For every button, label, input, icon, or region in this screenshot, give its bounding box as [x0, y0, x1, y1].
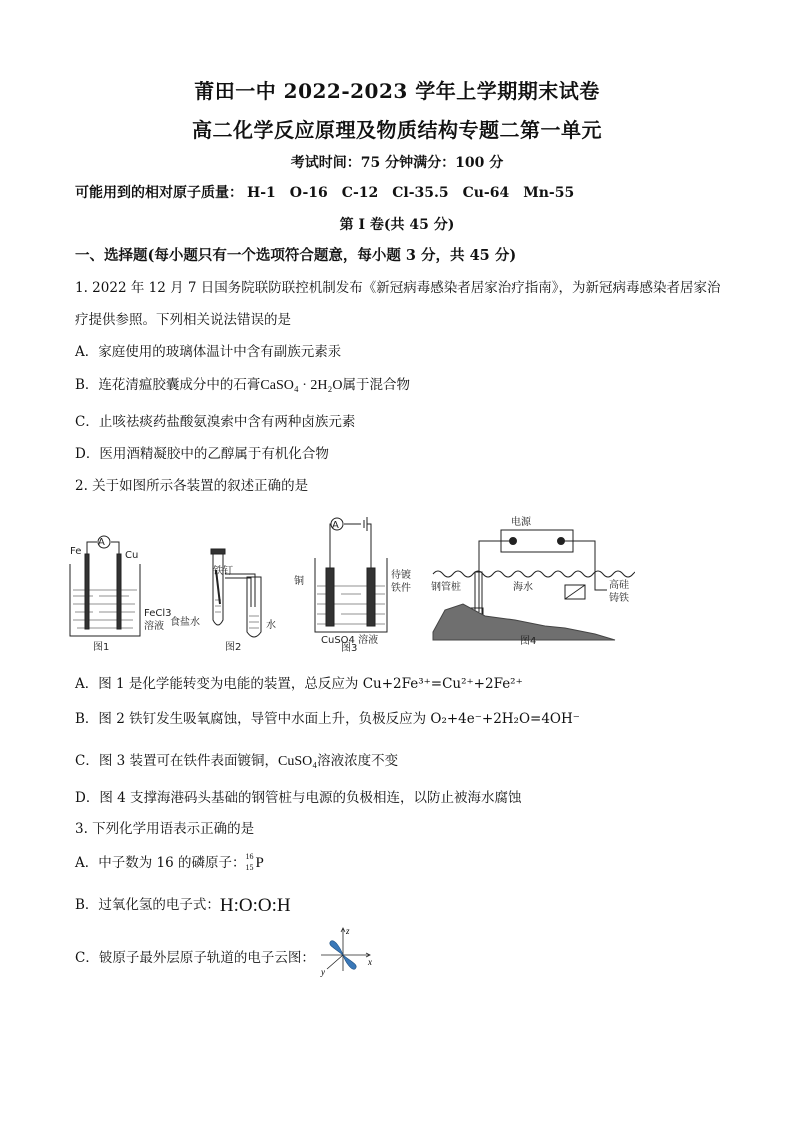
phosphorus-nuclide	[245, 851, 270, 874]
axis-y-label: y	[321, 967, 325, 977]
atomic-mass-c: C-12	[341, 185, 379, 201]
orbital-lobe-upper	[330, 941, 343, 955]
fig4-power-label: 电源	[511, 517, 531, 528]
q1-option-c: C．止咳祛痰药盐酸氨溴索中含有两种卤族元素	[75, 414, 356, 430]
fig3-right-label-1: 待镀	[391, 570, 411, 581]
fig4-sea-label: 海水	[513, 582, 533, 593]
fig4-pile-label: 钢管桩	[431, 582, 461, 593]
atomic-mass-cu: Cu-64	[462, 185, 510, 201]
q3-option-b	[75, 893, 291, 915]
fig1-solution-1: FeCl3	[144, 608, 172, 619]
nuclide-mass-number: 16	[245, 851, 254, 861]
q1-option-b-text: B．连花清瘟胶囊成分中的石膏	[75, 377, 261, 393]
orbital-cloud-diagram	[313, 925, 375, 977]
part1-title: 第 I 卷(共 45 分)	[339, 217, 455, 233]
q1-option-d: D．医用酒精凝胶中的乙醇属于有机化合物	[75, 446, 329, 462]
figure-3-electroplating	[315, 517, 387, 632]
q1-stem-line2: 疗提供参照。下列相关说法错误的是	[75, 312, 291, 328]
q1-option-b	[75, 373, 410, 394]
fig2-water-label: 水	[266, 620, 276, 631]
fig3-solution-label: CuSO4 溶液	[321, 635, 379, 646]
q2-option-d: D．图 4 支撑海港码头基础的钢管桩与电源的负极相连，以防止被海水腐蚀	[75, 790, 522, 806]
q3-stem: 3. 下列化学用语表示正确的是	[75, 821, 255, 837]
fig1-left-electrode: Fe	[70, 546, 82, 557]
q2-option-c-suffix: 溶液浓度不变	[317, 753, 399, 769]
exam-subtitle: 高二化学反应原理及物质结构专题二第一单元	[192, 118, 602, 142]
q1-stem-line1: 1. 2022 年 12 月 7 日国务院联防联控机制发布《新冠病毒感染者居家治疗指南》，为新冠病毒感染者居家治	[75, 280, 721, 296]
fig2-nail-label: 铁钉	[213, 566, 233, 577]
fig1-label: 图1	[93, 642, 110, 652]
y-axis-line	[327, 955, 343, 969]
atomic-mass-label: 可能用到的相对原子质量：	[75, 185, 243, 201]
figure-2-corrosion	[211, 549, 261, 637]
fig1-solution-2: 溶液	[144, 621, 164, 632]
nuclide-symbol: P	[255, 854, 264, 871]
fig1-ammeter-label: A	[98, 537, 105, 548]
q2-option-c-text: C．图 3 装置可在铁件表面镀铜，	[75, 753, 279, 769]
fig1-right-electrode: Cu	[125, 550, 139, 561]
axis-z-label: z	[346, 926, 350, 936]
q2-option-c	[75, 749, 398, 770]
axis-x-label: x	[368, 957, 372, 967]
atomic-mass-cl: Cl-35.5	[392, 185, 449, 201]
q3-option-a	[75, 851, 270, 874]
fig3-ammeter-label: A	[332, 520, 339, 531]
q2-option-c-formula: CuSO₄	[278, 754, 318, 769]
fig3-label: 图3	[341, 643, 358, 652]
atomic-mass-mn: Mn-55	[523, 185, 575, 201]
orbital-lobe-lower	[343, 955, 356, 969]
q2-stem: 2. 关于如图所示各装置的叙述正确的是	[75, 478, 309, 494]
q1-option-b-suffix: 属于混合物	[342, 377, 411, 393]
q3-option-c	[75, 946, 315, 966]
q1-option-b-formula: CaSO₄ · 2H₂O	[260, 378, 343, 393]
peroxide-lewis-structure: H:O:O:H	[219, 895, 291, 916]
q2-option-b: B．图 2 铁钉发生吸氧腐蚀，导管中水面上升，负极反应为 O₂+4e⁻+2H₂O=4OH⁻	[75, 711, 580, 727]
q3-option-a-text: A．中子数为 16 的磷原子：	[75, 855, 246, 871]
q1-option-a: A．家庭使用的玻璃体温计中含有副族元素汞	[75, 344, 342, 360]
fig3-right-label-2: 铁件	[391, 583, 411, 594]
nuclide-atomic-number: 15	[245, 862, 254, 872]
exam-info: 考试时间：75 分钟满分：100 分	[290, 155, 504, 171]
fig4-anode-label-1: 高硅	[609, 580, 629, 591]
q2-figures	[65, 512, 635, 652]
q2-option-a: A．图 1 是化学能转变为电能的装置，总反应为 Cu+2Fe³⁺=Cu²⁺+2Fe²⁺	[75, 676, 523, 692]
fig4-label: 图4	[520, 636, 537, 647]
fig3-left-label: 铜	[294, 576, 304, 587]
atomic-mass-line	[75, 182, 588, 202]
exam-title: 莆田一中 2022-2023 学年上学期期末试卷	[194, 79, 600, 103]
atomic-mass-h: H-1	[247, 185, 276, 201]
section-title: 一、选择题(每小题只有一个选项符合题意，每小题 3 分，共 45 分)	[75, 247, 517, 264]
fig2-label: 图2	[225, 642, 242, 652]
atomic-mass-o: O-16	[289, 185, 328, 201]
q3-option-c-text: C．铍原子最外层原子轨道的电子云图：	[75, 950, 315, 966]
figure-4-cathodic-protection	[433, 530, 635, 640]
fig4-anode-label-2: 铸铁	[609, 593, 629, 604]
q3-option-b-text: B．过氧化氢的电子式：	[75, 897, 220, 913]
fig2-solution-label: 食盐水	[170, 617, 200, 628]
